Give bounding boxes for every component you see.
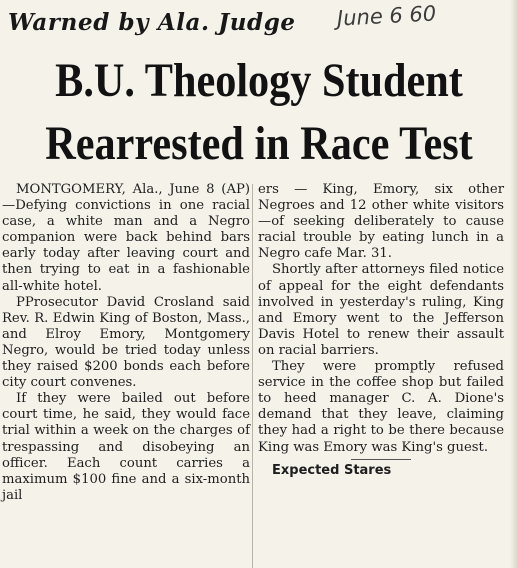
article-paragraph: Shortly after attorneys filed notice of appeal for the eight defendants involved in yesterday's ruling, King and Emory went to the Jefferson Davis Hotel to renew their assault on racial barriers. bbox=[258, 262, 504, 358]
column-divider bbox=[252, 184, 253, 568]
article-subhead: Expected Stares bbox=[272, 462, 392, 478]
article-column-right bbox=[258, 182, 504, 479]
subhead-rule bbox=[351, 459, 411, 460]
article-paragraph: PProsecutor David Crosland said Rev. R. Edwin King of Boston, Mass., and Elroy Emory, Montgomery Negro, would be tried today unless they raised $200 bonds each before city court convenes. bbox=[2, 294, 250, 391]
article-column-left bbox=[2, 182, 250, 504]
article-paragraph: ers — King, Emory, six other Negroes and 12 other white visitors—of seeking deliberately to cause racial trouble by eating lunch in a Negro cafe Mar. 31. bbox=[258, 182, 504, 262]
article-paragraph: If they were bailed out before court time, he said, they would face trial within a week on the charges of trespassing and disobeying an officer. Each count carries a maximum $100 fine and a six-month jail bbox=[2, 391, 250, 503]
clipping-edge-shadow bbox=[510, 0, 518, 568]
article-paragraph: MONTGOMERY, Ala., June 8 (AP)—Defying convictions in one racial case, a white man and a Negro companion were back behind bars early today after leaving court and then trying to eat in a fashionable all-white hotel. bbox=[2, 182, 250, 294]
article-paragraph: They were promptly refused service in the coffee shop but failed to heed manager C. A. Dione's demand that they leave, claiming they had a right to be there because King was Emory was King's guest. bbox=[258, 359, 504, 455]
handwritten-date-note: June 6 60 bbox=[336, 1, 437, 31]
headline-line-1: B.U. Theology Student bbox=[55, 54, 463, 107]
kicker-headline: Warned by Ala. Judge bbox=[8, 9, 296, 36]
headline-line-2: Rearrested in Race Test bbox=[45, 117, 473, 170]
